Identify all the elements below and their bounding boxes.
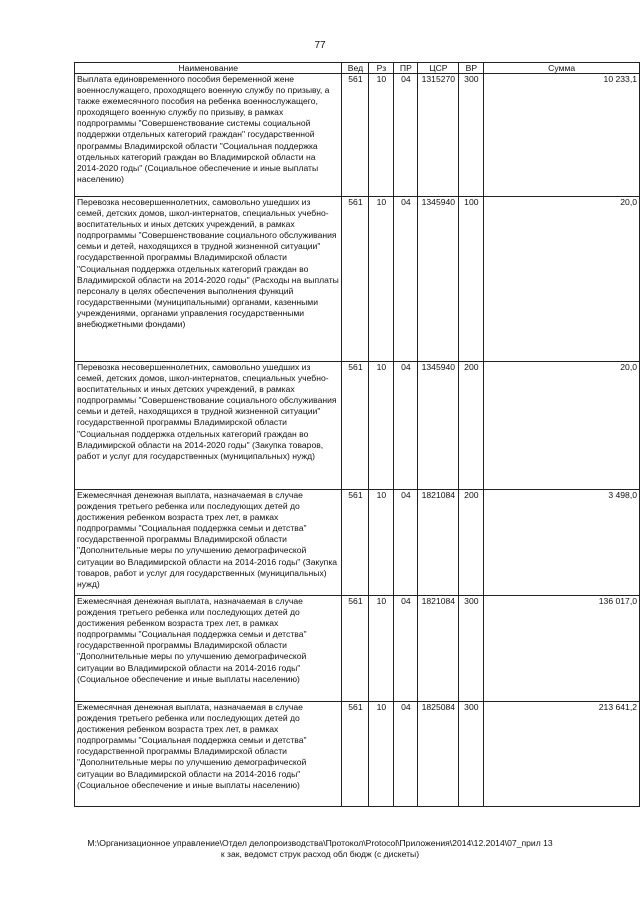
row-pr: 04 (394, 702, 418, 807)
footer (0, 838, 640, 860)
row-vr: 200 (459, 490, 484, 596)
row-vr: 300 (459, 596, 484, 702)
row-sum: 136 017,0 (484, 596, 640, 702)
row-sum: 20,0 (484, 362, 640, 490)
row-name: Перевозка несовершеннолетних, самовольно ушедших из семей, детских домов, школ-интернатов, специальных учебно-воспитательных и иных детских учреждений, в рамках подпрограммы "Совершенствование социального обслуживания семьи и детей, находящихся в трудной жизненной ситуации" государственной программы Владимирской области "Социальная поддержка отдельных категорий граждан во Владимирской области на 2014-2020 годы" (Расходы на выплаты персоналу в целях обеспечения выполнения функций государственными (муниципальными) органами, казенными учреждениями, органами управления государственными внебюджетными фондами) (75, 197, 342, 362)
header-vr: ВР (459, 63, 484, 74)
header-csr: ЦСР (418, 63, 459, 74)
table-row (75, 362, 640, 490)
row-name: Перевозка несовершеннолетних, самовольно ушедших из семей, детских домов, школ-интернатов, специальных учебно-воспитательных и иных детских учреждений, в рамках подпрограммы "Совершенствование социального обслуживания семьи и детей, находящихся в трудной жизненной ситуации" государственной программы Владимирской области "Социальная поддержка отдельных категорий граждан во Владимирской области на 2014-2020 годы" (Закупка товаров, работ и услуг для государственных (муниципальных) нужд) (75, 362, 342, 490)
header-ved: Вед (342, 63, 369, 74)
table-row (75, 596, 640, 702)
row-pr: 04 (394, 362, 418, 490)
row-ved: 561 (342, 490, 369, 596)
row-csr: 1345940 (418, 197, 459, 362)
row-pr: 04 (394, 596, 418, 702)
row-pr: 04 (394, 197, 418, 362)
row-name: Выплата единовременного пособия беременной жене военнослужащего, проходящего военную службу по призыву, а также ежемесячного пособия на ребенка военнослужащего, проходящего военную службу по призыву, в рамках подпрограммы "Совершенствование системы социальной поддержки отдельных категорий граждан" государственной программы Владимирской области "Социальная поддержка отдельных категорий граждан во Владимирской области на 2014-2020 годы" (Социальное обеспечение и иные выплаты населению) (75, 74, 342, 197)
header-rz: Рз (369, 63, 394, 74)
row-vr: 300 (459, 702, 484, 807)
row-ved: 561 (342, 702, 369, 807)
footer-description: к зак, ведомст струк расход обл бюдж (с дискеты) (220, 849, 420, 859)
row-name: Ежемесячная денежная выплата, назначаемая в случае рождения третьего ребенка или последующих детей до достижения ребенком возраста трех лет, в рамках подпрограммы "Социальная поддержка семьи и детства" государственной программы Владимирской области "Дополнительные меры по улучшению демографической ситуации во Владимирской области на 2014-2016 годы" (Закупка товаров, работ и услуг для государственных (муниципальных) нужд) (75, 490, 342, 596)
header-sum: Сумма (484, 63, 640, 74)
row-sum: 10 233,1 (484, 74, 640, 197)
row-csr: 1821084 (418, 596, 459, 702)
row-vr: 300 (459, 74, 484, 197)
row-vr: 100 (459, 197, 484, 362)
row-vr: 200 (459, 362, 484, 490)
table-row (75, 702, 640, 807)
footer-path: M:\Организационное управление\Отдел делопроизводства\Протокол\Protocol\Приложения\2014\12.2014\07_прил 13 (87, 838, 553, 848)
row-ved: 561 (342, 362, 369, 490)
row-name: Ежемесячная денежная выплата, назначаемая в случае рождения третьего ребенка или последующих детей до достижения ребенком возраста трех лет, в рамках подпрограммы "Социальная поддержка семьи и детства" государственной программы Владимирской области "Дополнительные меры по улучшению демографической ситуации во Владимирской области на 2014-2016 годы" (Социальное обеспечение и иные выплаты населению) (75, 702, 342, 807)
row-sum: 3 498,0 (484, 490, 640, 596)
row-csr: 1825084 (418, 702, 459, 807)
row-sum: 213 641,2 (484, 702, 640, 807)
row-ved: 561 (342, 74, 369, 197)
table-row (75, 490, 640, 596)
header-pr: ПР (394, 63, 418, 74)
page-number: 77 (314, 40, 326, 51)
row-rz: 10 (369, 362, 394, 490)
row-ved: 561 (342, 596, 369, 702)
table-header-row (75, 63, 640, 74)
row-rz: 10 (369, 596, 394, 702)
row-rz: 10 (369, 702, 394, 807)
table-row (75, 197, 640, 362)
row-csr: 1821084 (418, 490, 459, 596)
row-rz: 10 (369, 490, 394, 596)
row-sum: 20,0 (484, 197, 640, 362)
row-name: Ежемесячная денежная выплата, назначаемая в случае рождения третьего ребенка или последующих детей до достижения ребенком возраста трех лет, в рамках подпрограммы "Социальная поддержка семьи и детства" государственной программы Владимирской области "Дополнительные меры по улучшению демографической ситуации во Владимирской области на 2014-2016 годы" (Социальное обеспечение и иные выплаты населению) (75, 596, 342, 702)
row-pr: 04 (394, 490, 418, 596)
row-csr: 1345940 (418, 362, 459, 490)
row-csr: 1315270 (418, 74, 459, 197)
header-name: Наименование (75, 63, 342, 74)
row-pr: 04 (394, 74, 418, 197)
row-ved: 561 (342, 197, 369, 362)
row-rz: 10 (369, 74, 394, 197)
budget-table (74, 62, 640, 807)
table-row (75, 74, 640, 197)
row-rz: 10 (369, 197, 394, 362)
